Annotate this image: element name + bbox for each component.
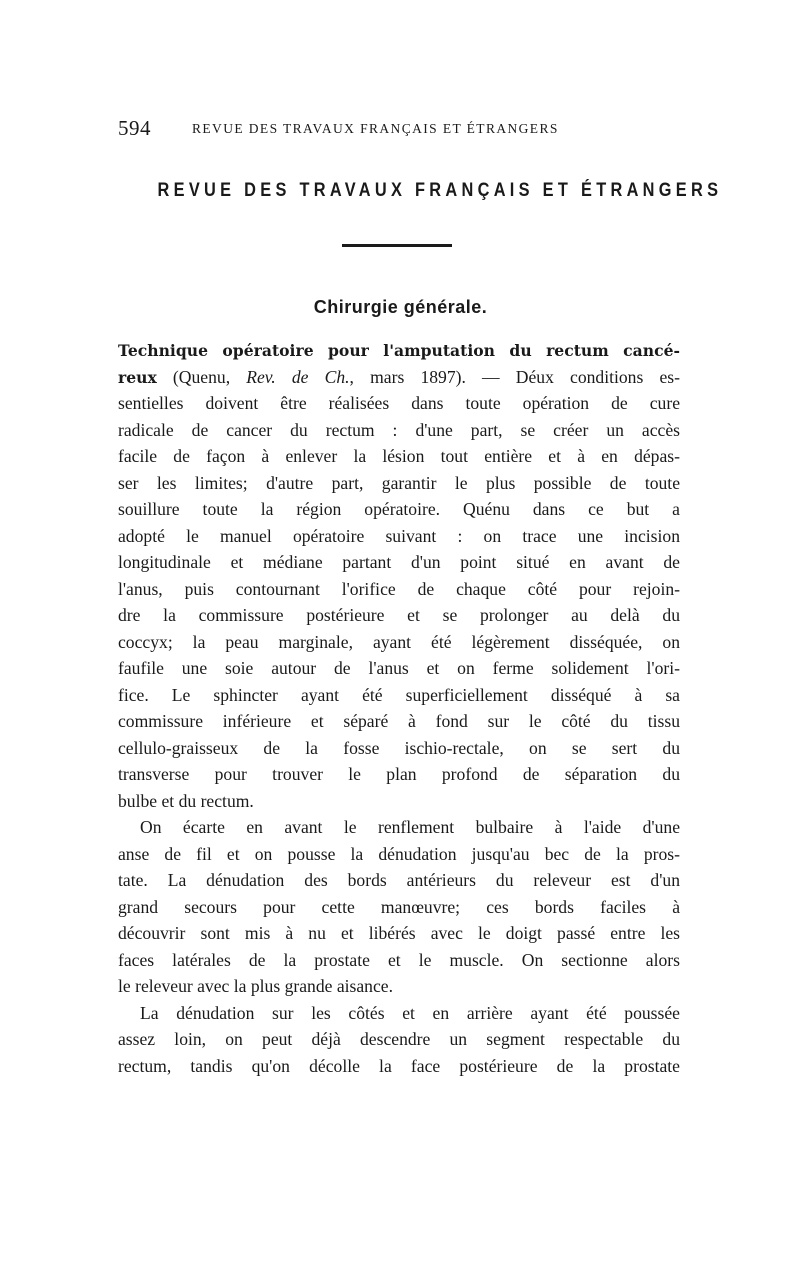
text-line: souillure toute la région opératoire. Quénu dans ce but a (118, 499, 680, 519)
citation-line (118, 364, 680, 391)
text-line: longitudinale et médiane partant d'un point situé en avant de (118, 552, 680, 572)
citation-journal: Rev. de Ch. (246, 366, 350, 387)
text-line: le releveur avec la plus grande aisance. (118, 976, 393, 996)
text-line: faces latérales de la prostate et le muscle. On sectionne alors (118, 949, 680, 970)
text-line: La dénudation sur les côtés et en arrière ayant été poussée (140, 1002, 680, 1023)
text-line: adopté le manuel opératoire suivant : on trace une incision (118, 525, 680, 546)
text-line: fice. Le sphincter ayant été superficiellement disséqué à sa (118, 684, 680, 705)
article-heading: Technique opératoire pour l'amputation du rectum cancé- (118, 341, 680, 360)
text-line: commissure inférieure et séparé à fond sur le côté du tissu (118, 711, 680, 731)
text-line: rectum, tandis qu'on décolle la face postérieure de la prostate (118, 1055, 680, 1076)
article-heading-end: reux (118, 367, 157, 387)
text-line: On écarte en avant le renflement bulbaire à l'aide d'une (140, 817, 680, 837)
citation-close: , mars 1897). — Déux conditions es- (349, 366, 680, 387)
text-line: cellulo-graisseux de la fosse ischio-rectale, on se sert du (118, 737, 680, 758)
text-line: grand secours pour cette manœuvre; ces bords faciles à (118, 896, 680, 917)
text-line: découvrir sont mis à nu et libérés avec le doigt passé entre les (118, 923, 680, 943)
running-head (118, 116, 683, 144)
text-line: ser les limites; d'autre part, garantir le plus possible de toute (118, 472, 680, 493)
citation-open: (Quenu, (156, 366, 247, 387)
section-title: REVUE DES TRAVAUX FRANÇAIS ET ÉTRANGERS (157, 180, 723, 201)
text-line: coccyx; la peau marginale, ayant été légèrement disséquée, on (118, 631, 680, 652)
running-title: REVUE DES TRAVAUX FRANÇAIS ET ÉTRANGERS (192, 121, 559, 136)
text-line: faufile une soie autour de l'anus et on ferme solidement l'ori- (118, 658, 680, 678)
text-line: facile de façon à enlever la lésion tout entière et à en dépas- (118, 446, 680, 466)
text-line: sentielles doivent être réalisées dans toute opération de cure (118, 393, 680, 413)
text-line: transverse pour trouver le plan profond de séparation du (118, 764, 680, 784)
text-line: tate. La dénudation des bords antérieurs du releveur est d'un (118, 870, 680, 890)
text-line: dre la commissure postérieure et se prolonger au delà du (118, 605, 680, 625)
title-divider-rule (342, 244, 452, 247)
article-body (118, 337, 680, 1079)
text-line: anse de fil et on pousse la dénudation jusqu'au bec de la pros- (118, 843, 680, 864)
text-line: bulbe et du rectum. (118, 790, 254, 811)
page-number: 594 (118, 116, 151, 140)
text-line: radicale de cancer du rectum : d'une part, se créer un accès (118, 419, 680, 440)
subsection-title: Chirurgie générale. (313, 297, 488, 317)
text-line: assez loin, on peut déjà descendre un segment respectable du (118, 1029, 680, 1049)
text-line: l'anus, puis contournant l'orifice de chaque côté pour rejoin- (118, 578, 680, 599)
article-heading-line (118, 337, 680, 364)
